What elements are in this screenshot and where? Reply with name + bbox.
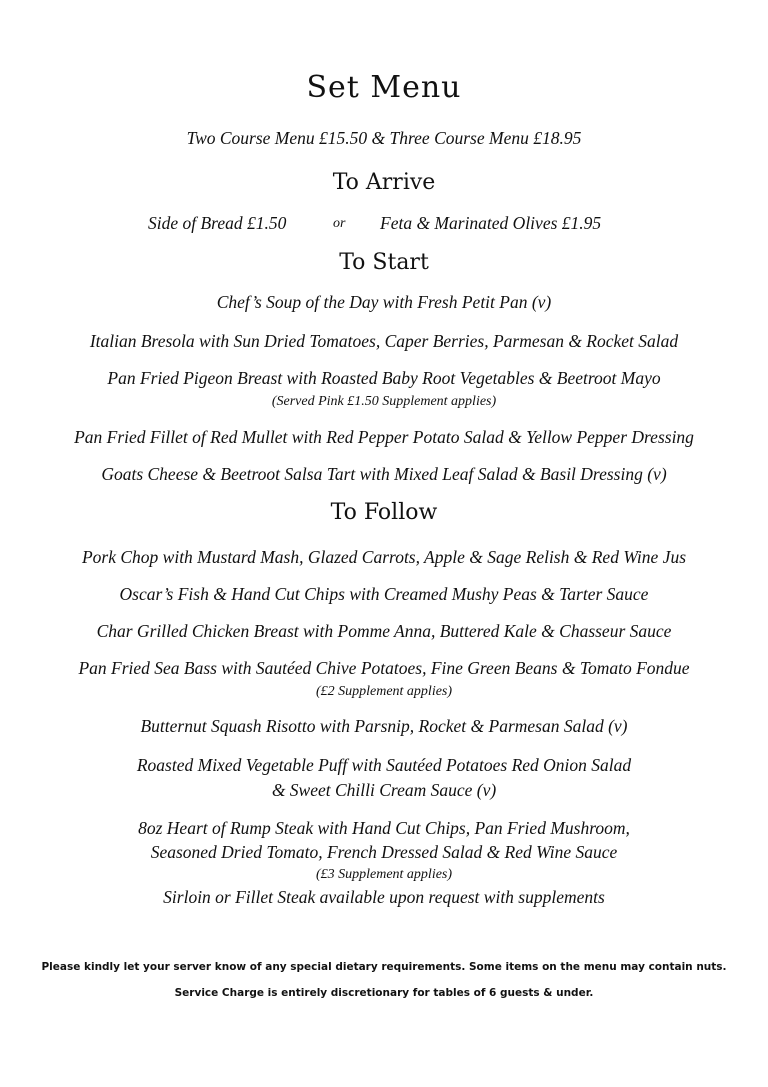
follow-item: Butternut Squash Risotto with Parsnip, Rocket & Parmesan Salad (v) bbox=[140, 716, 628, 736]
start-item: Goats Cheese & Beetroot Salsa Tart with Mixed Leaf Salad & Basil Dressing (v) bbox=[101, 464, 667, 484]
footer-dietary-notice: Please kindly let your server know of any special dietary requirements. Some items on the menu may contain nuts. bbox=[41, 961, 727, 973]
start-item: Pan Fried Fillet of Red Mullet with Red Pepper Potato Salad & Yellow Pepper Dressing bbox=[74, 427, 694, 447]
footer-service-charge: Service Charge is entirely discretionary for tables of 6 guests & under. bbox=[174, 987, 594, 999]
start-item: Pan Fried Pigeon Breast with Roasted Baby Root Vegetables & Beetroot Mayo bbox=[107, 368, 661, 388]
section-heading-start: To Start bbox=[339, 250, 429, 275]
start-item: Chef’s Soup of the Day with Fresh Petit Pan (v) bbox=[216, 292, 552, 312]
follow-item: Pork Chop with Mustard Mash, Glazed Carrots, Apple & Sage Relish & Red Wine Jus bbox=[81, 547, 687, 567]
arrive-option-olives: Feta & Marinated Olives £1.95 bbox=[380, 213, 602, 233]
start-item: Italian Bresola with Sun Dried Tomatoes, Caper Berries, Parmesan & Rocket Salad bbox=[89, 331, 679, 351]
follow-item-continued: Seasoned Dried Tomato, French Dressed Salad & Red Wine Sauce bbox=[150, 842, 618, 862]
arrive-option-bread: Side of Bread £1.50 bbox=[148, 213, 287, 233]
arrive-options-row bbox=[0, 213, 768, 237]
follow-item: Roasted Mixed Vegetable Puff with Sautéed Potatoes Red Onion Salad bbox=[136, 755, 632, 775]
follow-item-continued: & Sweet Chilli Cream Sauce (v) bbox=[271, 780, 497, 800]
follow-item-note: (£2 Supplement applies) bbox=[315, 684, 453, 699]
section-heading-follow: To Follow bbox=[330, 500, 438, 525]
follow-item-note: (£3 Supplement applies) bbox=[315, 867, 453, 882]
follow-item: 8oz Heart of Rump Steak with Hand Cut Chips, Pan Fried Mushroom, bbox=[138, 818, 630, 838]
follow-item: Sirloin or Fillet Steak available upon request with supplements bbox=[163, 887, 605, 907]
arrive-separator: or bbox=[333, 216, 346, 231]
follow-item: Char Grilled Chicken Breast with Pomme Anna, Buttered Kale & Chasseur Sauce bbox=[96, 621, 672, 641]
section-heading-arrive: To Arrive bbox=[332, 170, 436, 195]
follow-item: Oscar’s Fish & Hand Cut Chips with Creamed Mushy Peas & Tarter Sauce bbox=[119, 584, 649, 604]
menu-subtitle: Two Course Menu £15.50 & Three Course Menu £18.95 bbox=[186, 128, 582, 148]
follow-item: Pan Fried Sea Bass with Sautéed Chive Potatoes, Fine Green Beans & Tomato Fondue bbox=[78, 658, 690, 678]
menu-title: Set Menu bbox=[306, 70, 462, 105]
start-item-note: (Served Pink £1.50 Supplement applies) bbox=[271, 394, 497, 409]
